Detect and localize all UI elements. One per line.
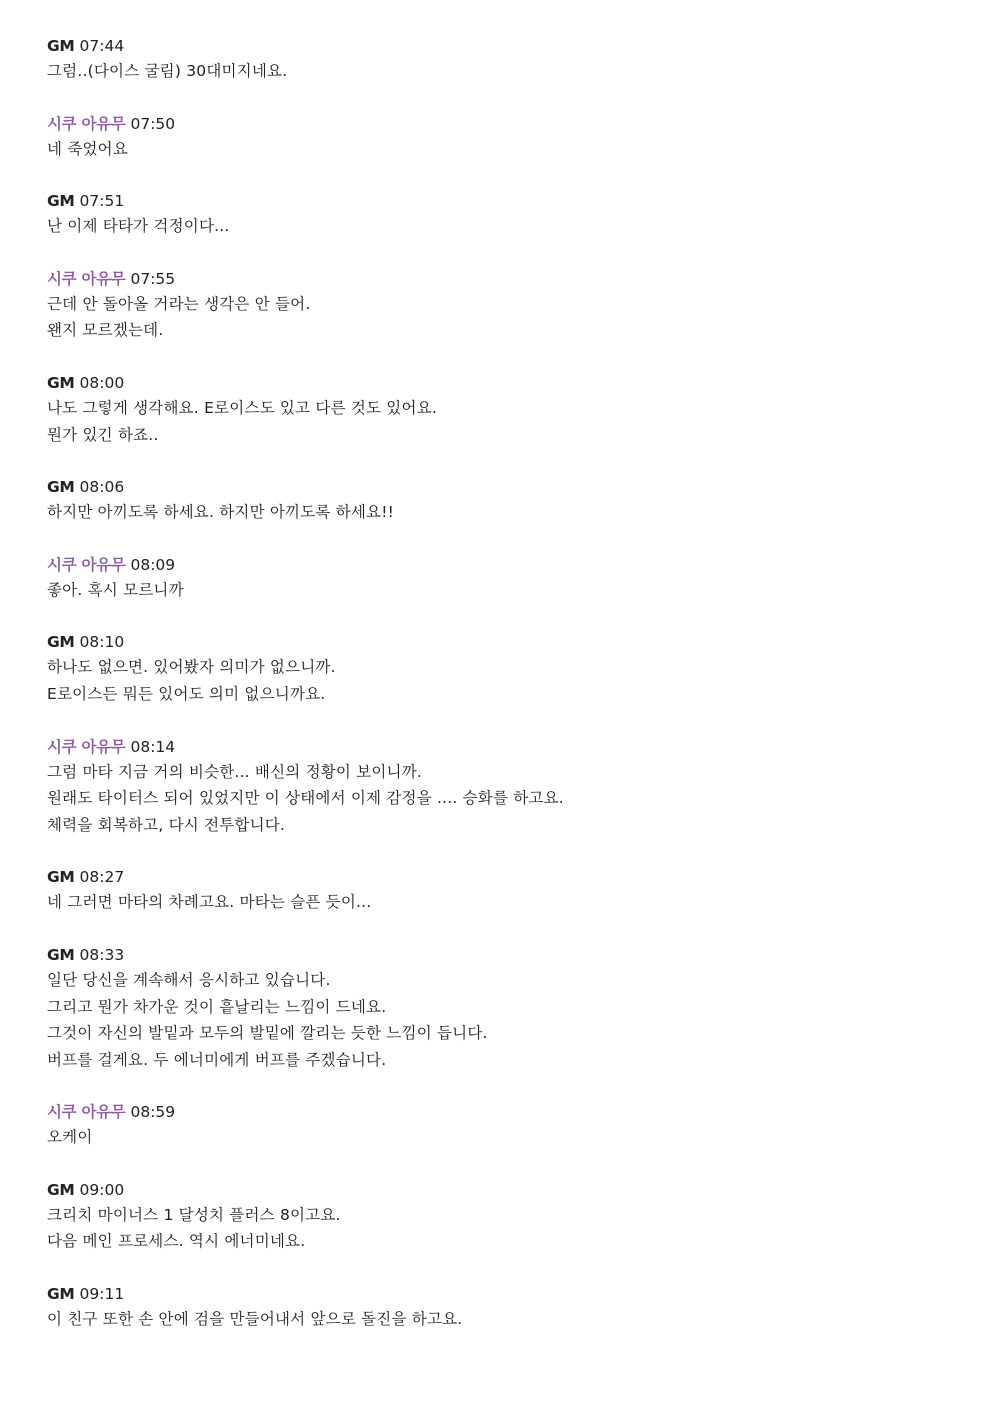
message-text-line: 난 이제 타타가 걱정이다... bbox=[47, 217, 230, 236]
chat-message bbox=[47, 267, 947, 344]
message-header bbox=[47, 112, 947, 136]
message-text-line: 일단 당신을 계속해서 응시하고 있습니다. bbox=[47, 970, 331, 989]
message-text-line: 네 그러면 마타의 차례고요. 마타는 슬픈 듯이... bbox=[47, 893, 372, 912]
chat-transcript bbox=[47, 34, 947, 1333]
message-text-line: 그럼..(다이스 굴림) 30대미지네요. bbox=[47, 62, 288, 80]
speaker-name: 시쿠 아유무 bbox=[47, 1103, 126, 1122]
message-header bbox=[47, 475, 947, 499]
message-header bbox=[47, 34, 947, 58]
message-text-line: 그것이 자신의 발밑과 모두의 발밑에 깔리는 듯한 느낌이 듭니다. bbox=[47, 1024, 488, 1043]
message-text-line: 좋아. 혹시 모르니까 bbox=[47, 580, 184, 599]
message-time: 08:33 bbox=[79, 945, 125, 964]
message-time: 08:10 bbox=[79, 633, 125, 652]
chat-message bbox=[47, 630, 947, 707]
speaker-name: 시쿠 아유무 bbox=[47, 114, 126, 133]
speaker-name: GM bbox=[47, 478, 75, 497]
speaker-name: GM bbox=[47, 373, 75, 392]
speaker-name: GM bbox=[47, 192, 75, 211]
chat-message bbox=[47, 865, 947, 916]
message-header bbox=[47, 735, 947, 759]
message-header bbox=[47, 1178, 947, 1202]
message-header bbox=[47, 553, 947, 577]
message-time: 08:14 bbox=[130, 737, 176, 756]
message-text-line: 그럼 마타 지금 거의 비슷한... 배신의 정황이 보이니까. bbox=[47, 762, 423, 781]
message-text-line: 오케이 bbox=[47, 1128, 93, 1147]
message-text-line: 그리고 뭔가 차가운 것이 흩날리는 느낌이 드네요. bbox=[47, 997, 387, 1016]
message-text-line: 이 친구 또한 손 안에 검을 만들어내서 앞으로 돌진을 하고요. bbox=[47, 1310, 463, 1329]
message-text-line: 다음 메인 프로세스. 역시 에너미네요. bbox=[47, 1232, 306, 1251]
message-text-line: 체력을 회복하고, 다시 전투합니다. bbox=[47, 815, 286, 834]
chat-message bbox=[47, 34, 947, 85]
message-text-line: 뭔가 있긴 하죠.. bbox=[47, 425, 159, 444]
message-header bbox=[47, 865, 947, 889]
message-time: 08:27 bbox=[79, 868, 125, 887]
message-text-line: 크리치 마이너스 1 달성치 플러스 8이고요. bbox=[47, 1205, 341, 1224]
message-time: 09:00 bbox=[79, 1180, 125, 1199]
chat-message bbox=[47, 1282, 947, 1333]
speaker-name: 시쿠 아유무 bbox=[47, 555, 126, 574]
message-time: 08:59 bbox=[130, 1103, 176, 1122]
chat-message bbox=[47, 553, 947, 604]
message-time: 07:44 bbox=[79, 37, 125, 55]
message-text-line: E로이스든 뭐든 있어도 의미 없으니까요. bbox=[47, 684, 326, 703]
speaker-name: GM bbox=[47, 1285, 75, 1304]
message-text-line: 원래도 타이터스 되어 있었지만 이 상태에서 이제 감정을 .... 승화를 하고요. bbox=[47, 789, 564, 808]
message-header bbox=[47, 943, 947, 967]
chat-message bbox=[47, 735, 947, 839]
message-time: 07:55 bbox=[130, 269, 176, 288]
message-time: 08:06 bbox=[79, 478, 125, 497]
message-header bbox=[47, 1282, 947, 1306]
message-text-line: 왠지 모르겠는데. bbox=[47, 321, 164, 340]
speaker-name: GM bbox=[47, 945, 75, 964]
speaker-name: GM bbox=[47, 633, 75, 652]
message-text-line: 버프를 걸게요. 두 에너미에게 버프를 주겠습니다. bbox=[47, 1050, 387, 1069]
speaker-name: 시쿠 아유무 bbox=[47, 269, 126, 288]
message-header bbox=[47, 267, 947, 291]
message-time: 08:00 bbox=[79, 373, 125, 392]
chat-message bbox=[47, 112, 947, 163]
speaker-name: 시쿠 아유무 bbox=[47, 737, 126, 756]
message-time: 07:50 bbox=[130, 114, 176, 133]
chat-message bbox=[47, 189, 947, 240]
chat-message bbox=[47, 1100, 947, 1151]
message-time: 08:09 bbox=[130, 555, 176, 574]
speaker-name: GM bbox=[47, 37, 75, 55]
message-header bbox=[47, 371, 947, 395]
message-text-line: 근데 안 돌아올 거라는 생각은 안 들어. bbox=[47, 294, 311, 313]
message-time: 09:11 bbox=[79, 1285, 125, 1304]
message-header bbox=[47, 630, 947, 654]
message-text-line: 하지만 아끼도록 하세요. 하지만 아끼도록 하세요!! bbox=[47, 503, 395, 522]
message-text-line: 네 죽었어요 bbox=[47, 139, 128, 158]
message-time: 07:51 bbox=[79, 192, 125, 211]
speaker-name: GM bbox=[47, 868, 75, 887]
speaker-name: GM bbox=[47, 1180, 75, 1199]
message-text-line: 하나도 없으면. 있어봤자 의미가 없으니까. bbox=[47, 658, 336, 677]
chat-message bbox=[47, 943, 947, 1073]
chat-message bbox=[47, 371, 947, 448]
chat-message bbox=[47, 1178, 947, 1255]
chat-message bbox=[47, 475, 947, 526]
message-header bbox=[47, 1100, 947, 1124]
message-text-line: 나도 그렇게 생각해요. E로이스도 있고 다른 것도 있어요. bbox=[47, 398, 437, 417]
message-header bbox=[47, 189, 947, 213]
